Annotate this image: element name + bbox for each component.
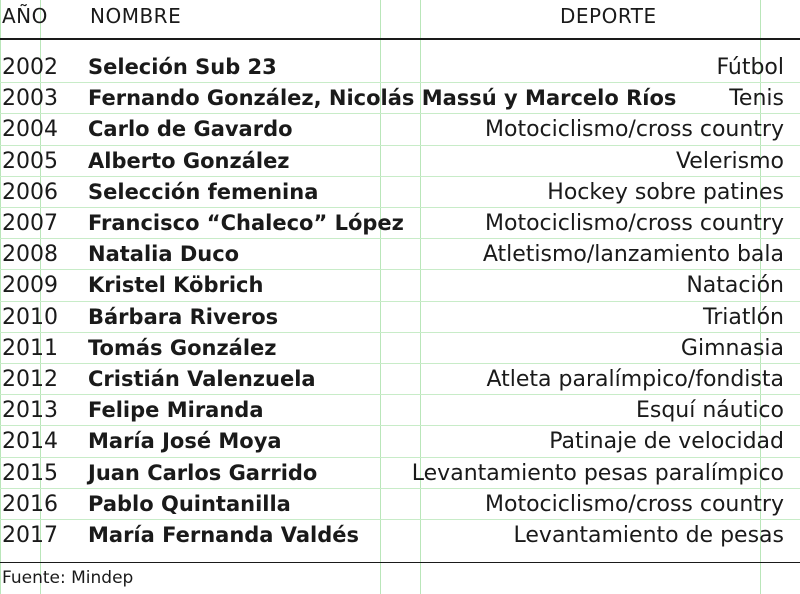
row-year: 2015 bbox=[2, 460, 58, 486]
row-year: 2017 bbox=[2, 523, 58, 548]
table-row bbox=[0, 489, 800, 520]
row-year: 2003 bbox=[2, 86, 58, 112]
row-year: 2005 bbox=[2, 148, 58, 174]
row-sport: Triatlón bbox=[703, 304, 784, 330]
table-row bbox=[0, 364, 800, 395]
table-row bbox=[0, 333, 800, 364]
row-name: Juan Carlos Garrido bbox=[88, 460, 318, 485]
row-name: Tomás González bbox=[88, 335, 277, 360]
row-name: Fernando González, Nicolás Massú y Marcelo Ríos bbox=[88, 86, 677, 111]
row-name: Pablo Quintanilla bbox=[88, 491, 291, 516]
row-divider bbox=[0, 394, 800, 395]
row-divider bbox=[0, 301, 800, 302]
row-name: Cristián Valenzuela bbox=[88, 367, 316, 391]
row-name: Natalia Duco bbox=[88, 242, 240, 267]
row-year: 2011 bbox=[2, 335, 58, 361]
row-divider bbox=[0, 457, 800, 458]
row-divider bbox=[0, 425, 800, 426]
row-sport: Atletismo/lanzamiento bala bbox=[482, 242, 784, 268]
row-sport: Gimnasia bbox=[680, 335, 784, 361]
row-name: Kristel Köbrich bbox=[88, 273, 264, 298]
row-name: María José Moya bbox=[88, 429, 282, 454]
table-row bbox=[0, 520, 800, 551]
row-year: 2014 bbox=[2, 429, 58, 455]
row-sport: Tenis bbox=[729, 86, 784, 112]
row-name: Carlo de Gavardo bbox=[88, 117, 293, 142]
table-row bbox=[0, 395, 800, 426]
table-row bbox=[0, 270, 800, 301]
row-sport: Natación bbox=[686, 273, 784, 299]
row-year: 2006 bbox=[2, 179, 58, 205]
row-name: María Fernanda Valdés bbox=[88, 523, 360, 547]
table-row bbox=[0, 83, 800, 114]
table-row bbox=[0, 177, 800, 208]
row-sport: Atleta paralímpico/fondista bbox=[486, 367, 784, 392]
row-divider bbox=[0, 519, 800, 520]
row-sport: Levantamiento de pesas bbox=[513, 523, 784, 548]
row-sport: Hockey sobre patines bbox=[547, 179, 784, 205]
table-row bbox=[0, 458, 800, 489]
header-sport: DEPORTE bbox=[560, 4, 657, 28]
row-divider bbox=[0, 269, 800, 270]
row-year: 2007 bbox=[2, 211, 58, 236]
row-divider bbox=[0, 332, 800, 333]
row-divider bbox=[0, 113, 800, 114]
row-sport: Motociclismo/cross country bbox=[485, 211, 784, 236]
row-name: Alberto González bbox=[88, 148, 290, 173]
row-divider bbox=[0, 176, 800, 177]
row-name: Seleción Sub 23 bbox=[88, 55, 277, 79]
row-sport: Fútbol bbox=[716, 55, 784, 80]
header-year: AÑO bbox=[2, 4, 48, 28]
row-name: Selección femenina bbox=[88, 179, 319, 204]
row-sport: Motociclismo/cross country bbox=[485, 491, 784, 517]
row-name: Bárbara Riveros bbox=[88, 304, 279, 329]
row-sport: Patinaje de velocidad bbox=[549, 429, 784, 455]
row-sport: Esquí náutico bbox=[635, 398, 784, 424]
source-note: Fuente: Mindep bbox=[2, 568, 134, 588]
table-row bbox=[0, 114, 800, 145]
row-name: Felipe Miranda bbox=[88, 398, 264, 423]
table-row bbox=[0, 146, 800, 177]
row-year: 2012 bbox=[2, 367, 58, 392]
row-year: 2013 bbox=[2, 398, 58, 424]
row-year: 2009 bbox=[2, 273, 58, 299]
row-divider bbox=[0, 145, 800, 146]
footer-rule bbox=[0, 562, 800, 563]
table-row bbox=[0, 426, 800, 457]
row-year: 2004 bbox=[2, 117, 58, 143]
row-sport: Velerismo bbox=[675, 148, 784, 174]
table-row bbox=[0, 302, 800, 333]
row-sport: Levantamiento pesas paralímpico bbox=[411, 460, 784, 486]
table-row bbox=[0, 239, 800, 270]
header-name: NOMBRE bbox=[90, 4, 182, 28]
row-divider bbox=[0, 363, 800, 364]
row-year: 2010 bbox=[2, 304, 58, 330]
row-year: 2016 bbox=[2, 491, 58, 517]
table-row bbox=[0, 52, 800, 83]
row-year: 2002 bbox=[2, 55, 58, 80]
row-divider bbox=[0, 238, 800, 239]
row-divider bbox=[0, 82, 800, 83]
table-row bbox=[0, 208, 800, 239]
row-divider bbox=[0, 207, 800, 208]
row-divider bbox=[0, 488, 800, 489]
header-rule bbox=[0, 38, 800, 40]
row-sport: Motociclismo/cross country bbox=[485, 117, 784, 143]
row-name: Francisco “Chaleco” López bbox=[88, 211, 404, 235]
row-year: 2008 bbox=[2, 242, 58, 268]
